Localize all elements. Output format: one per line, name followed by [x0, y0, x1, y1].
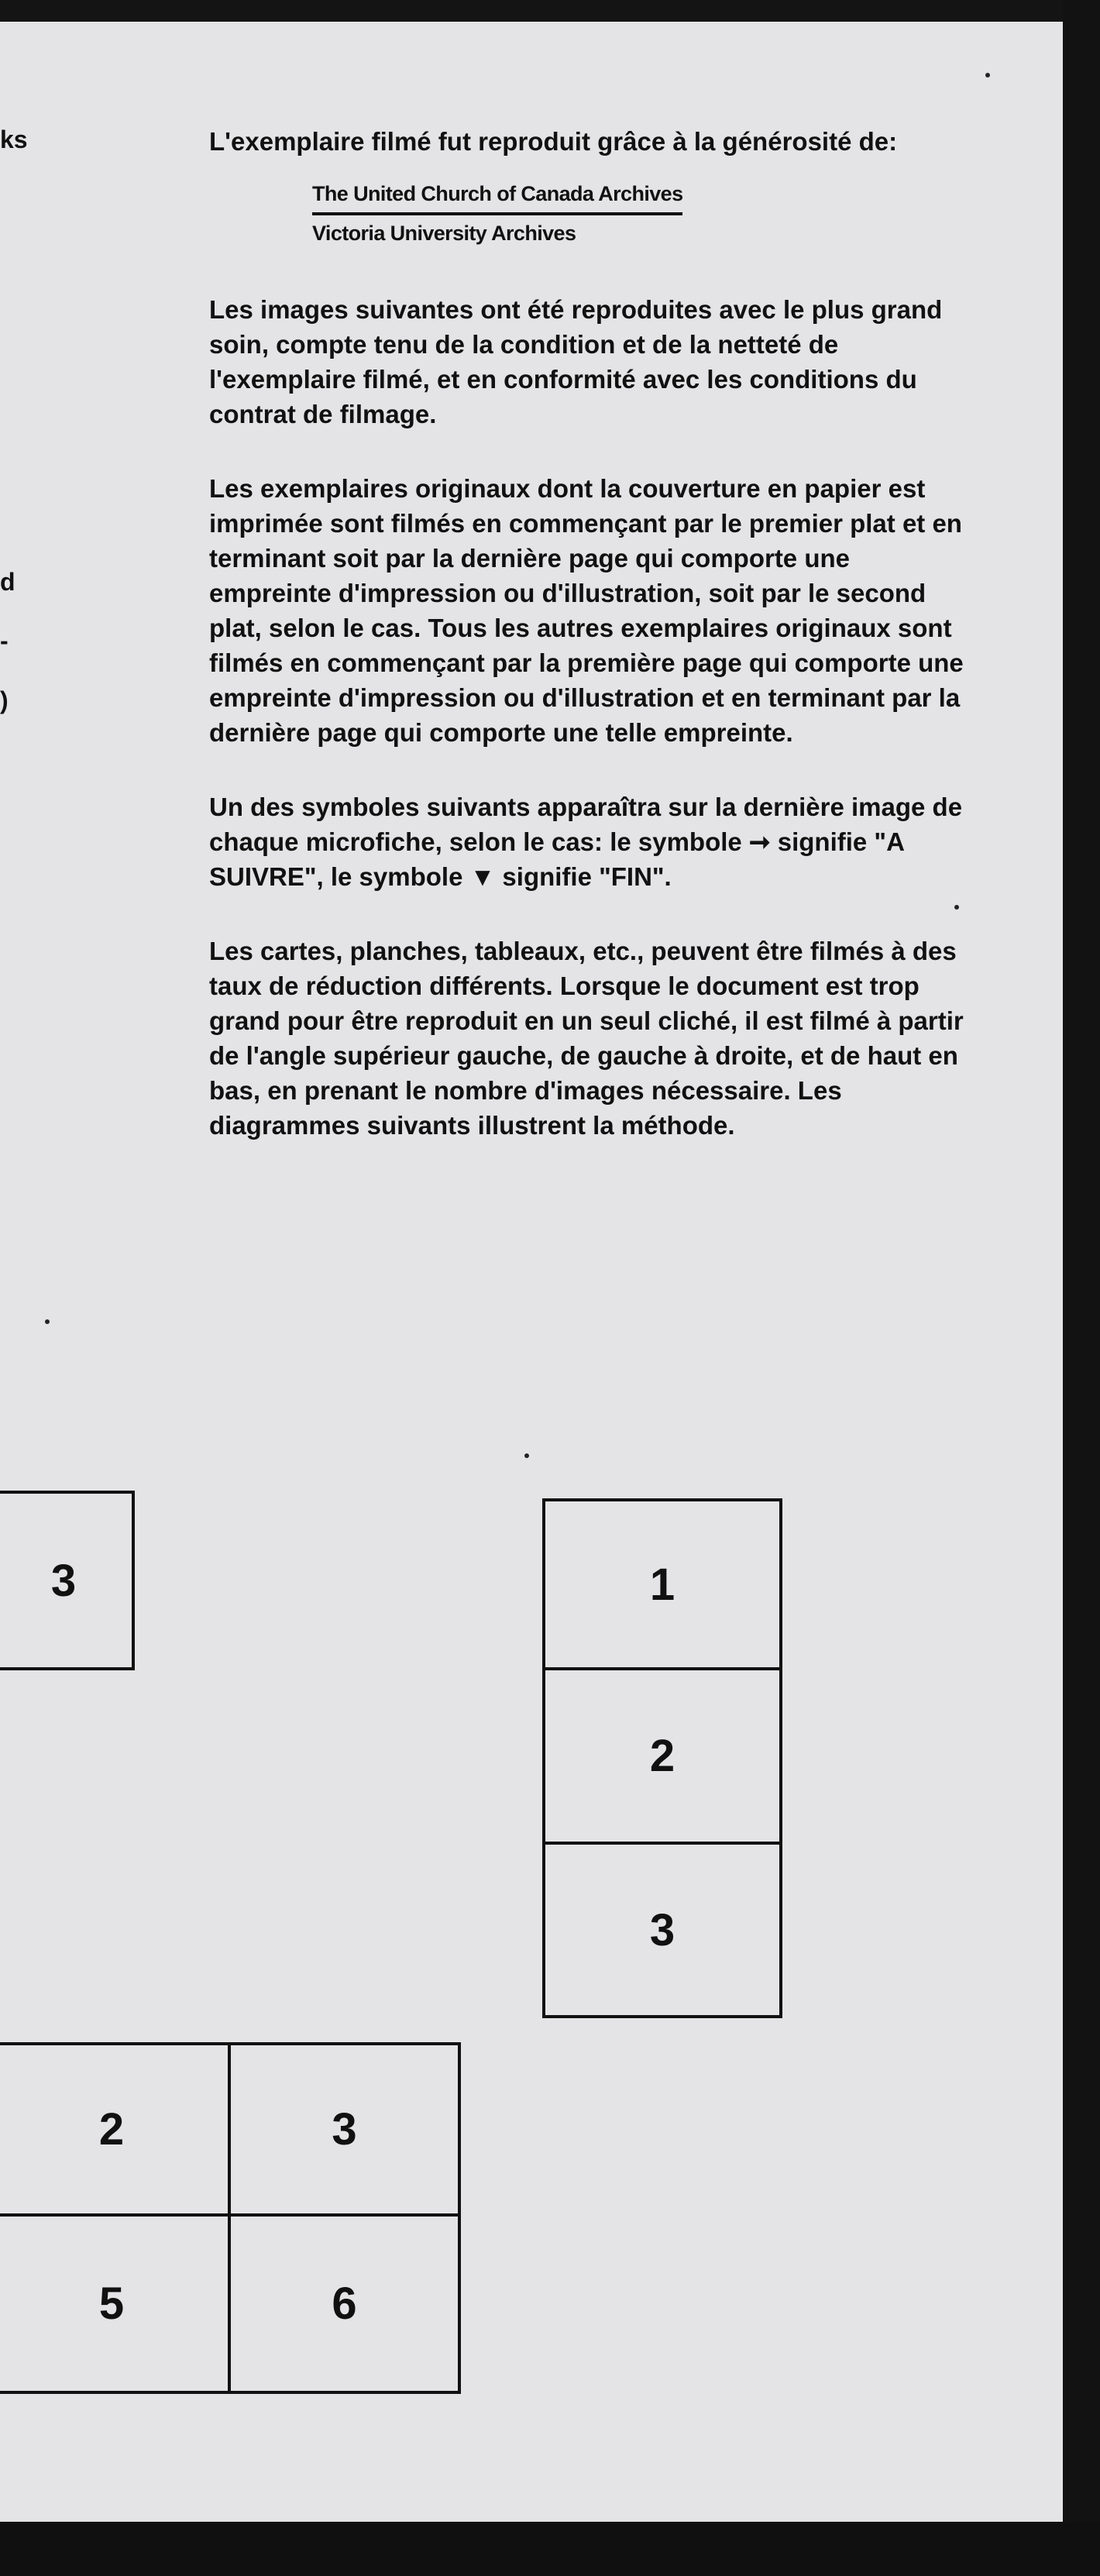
- vertical-diagram-cell-1: 1: [542, 1498, 782, 1670]
- paragraph-originals: Les exemplaires originaux dont la couverture en papier est imprimée sont filmés en commençant par le premier plat et en terminant soit par la dernière page qui comporte une empreinte d'impression ou d'illustration, soit par le second plat, selon le cas. Tous les autres exemplaires originaux sont filmés en commençant par la première page qui comporte une empreinte d'impression ou d'illustration et en terminant par la dernière page qui comporte une telle empreinte.: [209, 474, 964, 747]
- institution-line-2: Victoria University Archives: [312, 222, 576, 245]
- paragraph-maps: Les cartes, planches, tableaux, etc., peuvent être filmés à des taux de réduction différents. Lorsque le document est trop grand pour être reproduit en un seul cliché, il est filmé à partir de l'angle supérieur gauche, de gauche à droite, et de haut en bas, en prenant le nombre d'images nécessaire. Les diagrammes suivants illustrent la méthode.: [209, 937, 964, 1140]
- intro-text: L'exemplaire filmé fut reproduit grâce à la générosité de:: [209, 127, 898, 156]
- grid-diagram-cell-6: 6: [228, 2213, 461, 2394]
- left-fragment-3: -: [0, 627, 9, 655]
- scan-top-border: [0, 0, 1100, 22]
- scan-right-border: [1063, 0, 1100, 2576]
- left-fragment-1: ks: [0, 126, 28, 153]
- grid-diagram-cell-2: 2: [0, 2042, 231, 2217]
- paragraph-symbols: Un des symboles suivants apparaîtra sur la dernière image de chaque microfiche, selon le cas: le symbole ➞ signifie "A SUIVRE", le symbole ▼ signifie "FIN".: [209, 793, 963, 891]
- scan-speck: [45, 1319, 50, 1324]
- institution-credit: [312, 182, 854, 246]
- scan-bottom-border: [0, 2522, 1100, 2576]
- scan-speck: [524, 1453, 529, 1458]
- notice-body: [209, 124, 968, 1182]
- left-fragment-2: d: [0, 568, 15, 596]
- grid-diagram-cell-5: 5: [0, 2213, 231, 2394]
- partial-diagram-cell-3: 3: [0, 1491, 135, 1670]
- grid-diagram-cell-3: 3: [228, 2042, 461, 2217]
- scan-speck: [954, 905, 959, 910]
- left-fragment-4: ): [0, 686, 9, 714]
- paragraph-care: Les images suivantes ont été reproduites avec le plus grand soin, compte tenu de la condition et de la netteté de l'exemplaire filmé, et en conformité avec les conditions du contrat de filmage.: [209, 295, 943, 428]
- document-page: [0, 22, 1063, 2522]
- vertical-diagram-cell-3: 3: [542, 1842, 782, 2018]
- scan-speck: [985, 73, 990, 77]
- institution-line-1: The United Church of Canada Archives: [312, 182, 682, 215]
- vertical-diagram-cell-2: 2: [542, 1667, 782, 1845]
